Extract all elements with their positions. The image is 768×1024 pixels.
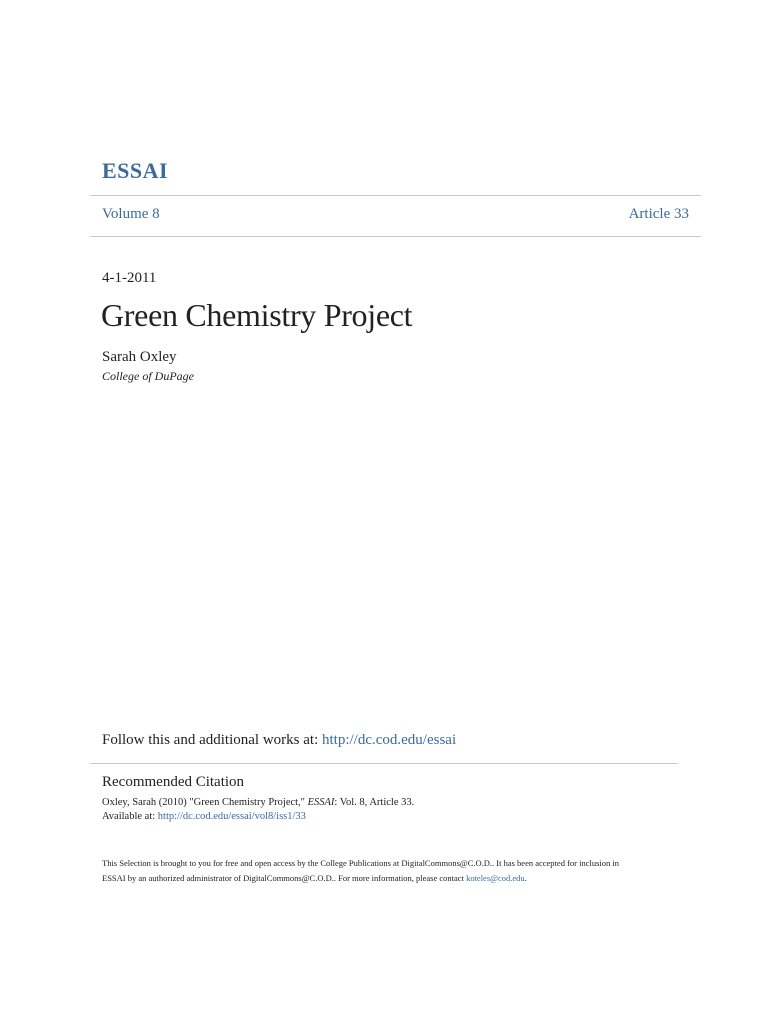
- top-divider: [90, 195, 701, 196]
- author-affiliation: College of DuPage: [102, 369, 194, 383]
- access-notice: [102, 856, 672, 886]
- volume-link[interactable]: Volume 8: [102, 206, 160, 222]
- available-url-link[interactable]: http://dc.cod.edu/essai/vol8/iss1/33: [157, 811, 306, 822]
- citation-divider: [90, 763, 678, 764]
- citation-line: [102, 796, 414, 810]
- citation-heading: Recommended Citation: [102, 774, 245, 790]
- paper-title: Green Chemistry Project: [101, 297, 413, 333]
- header-divider: [90, 236, 701, 237]
- follow-url-link[interactable]: http://dc.cod.edu/essai: [321, 732, 457, 748]
- citation-block: [102, 796, 414, 824]
- article-link[interactable]: Article 33: [628, 206, 689, 222]
- notice-end: .: [524, 873, 527, 883]
- follow-line: [102, 732, 456, 749]
- citation-text-after: : Vol. 8, Article 33.: [334, 797, 415, 808]
- contact-email-link[interactable]: koteles@cod.edu: [466, 873, 525, 883]
- available-line: [102, 810, 414, 824]
- notice-text: ESSAI by an authorized administrator of DigitalCommons@C.O.D.. For more information, please contact: [102, 873, 467, 883]
- available-label: Available at:: [102, 811, 158, 822]
- notice-line-1: This Selection is brought to you for free and open access by the College Publications at DigitalCommons@C.O.D.. It has been accepted for inclusion in: [102, 858, 620, 868]
- follow-label: Follow this and additional works at:: [102, 732, 322, 748]
- citation-journal: ESSAI: [307, 797, 335, 808]
- journal-title[interactable]: ESSAI: [102, 158, 169, 183]
- notice-line-2: [102, 871, 672, 886]
- citation-text-before: Oxley, Sarah (2010) "Green Chemistry Project,": [102, 797, 308, 808]
- author-name: Sarah Oxley: [102, 349, 177, 365]
- publication-date: 4-1-2011: [102, 270, 157, 286]
